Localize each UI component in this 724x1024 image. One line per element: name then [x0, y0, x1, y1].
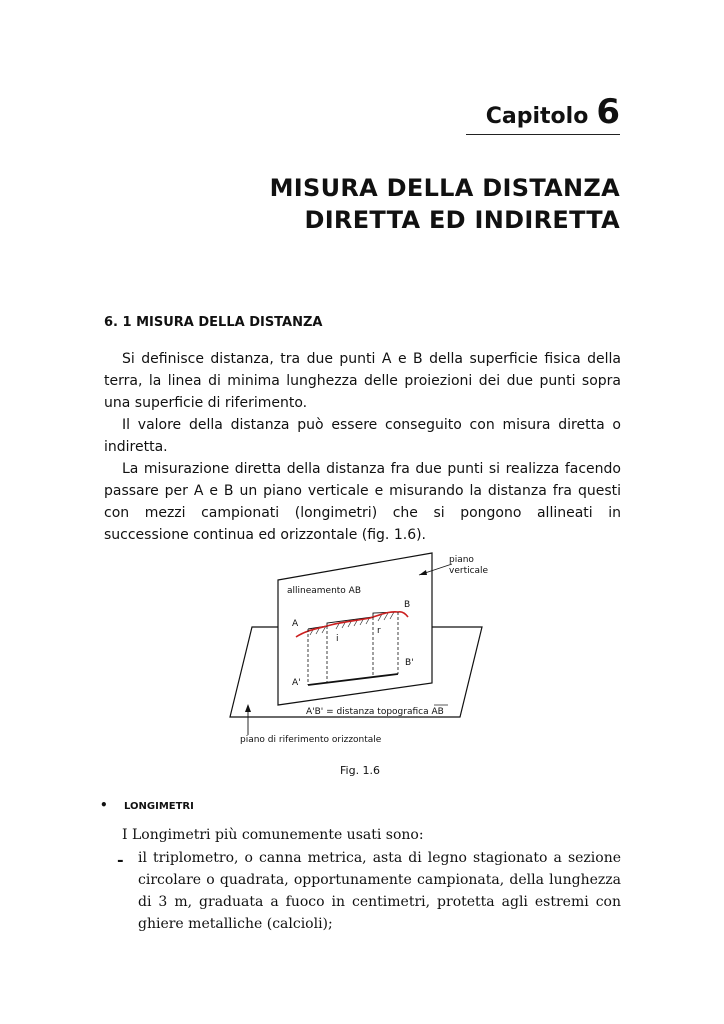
paragraph-2: Il valore della distanza può essere conseguito con misura diretta o indiretta.: [104, 417, 621, 455]
vertical-plane: [278, 553, 432, 705]
longimetri-heading: [100, 798, 194, 812]
section-heading: 6. 1 MISURA DELLA DISTANZA: [104, 315, 323, 330]
longimetri-intro: I Longimetri più comunemente usati sono:: [122, 827, 424, 843]
label-allineamento: allineamento AB: [287, 586, 362, 596]
label-a: A: [292, 619, 299, 629]
longimetri-heading-text: LONGIMETRI: [124, 801, 194, 812]
distance-diagram: [220, 545, 490, 750]
figure-1-6: [220, 545, 490, 754]
figure-caption: Fig. 1.6: [340, 764, 381, 777]
chapter-label: Capitolo: [485, 104, 589, 129]
list-item-1: il triplometro, o canna metrica, asta di legno stagionato a sezione circolare o quadrata, opportunamente campionata, della lunghezza di 3 m, graduata a fuoco in centimetri, protetta agli estremi con ghiere metalliche (calcioli);: [138, 850, 621, 932]
title-line-1: MISURA DELLA DISTANZA: [269, 174, 620, 202]
label-a-prime: A': [292, 678, 301, 688]
label-riferimento: piano di riferimento orizzontale: [240, 735, 382, 745]
chapter-number: 6: [596, 92, 620, 132]
paragraph-3: La misurazione diretta della distanza fra due punti si realizza facendo passare per A e B un piano verticale e misurando la distanza fra questi con mezzi campionati (longimetri) che si pongono allineati in successione continua ed orizzontale (fig. 1.6).: [104, 461, 621, 543]
label-b: B: [404, 600, 411, 610]
label-i: i: [336, 634, 339, 644]
title-line-2: DIRETTA ED INDIRETTA: [304, 206, 620, 234]
label-verticale: verticale: [449, 566, 489, 576]
bullet-dot: •: [100, 798, 108, 812]
page-title: [270, 172, 620, 236]
label-distanza: A'B' = distanza topografica AB: [306, 707, 444, 717]
chapter-heading: [466, 92, 620, 135]
paragraph-1: Si definisce distanza, tra due punti A e B della superficie fisica della terra, la linea di minima lunghezza delle proiezioni dei due punti sopra una superficie di riferimento.: [104, 351, 621, 411]
label-b-prime: B': [405, 658, 414, 668]
label-piano: piano: [449, 555, 474, 565]
label-r: r: [377, 626, 381, 636]
list-dash: -: [117, 850, 124, 869]
plane-arrow-head: [245, 704, 251, 712]
